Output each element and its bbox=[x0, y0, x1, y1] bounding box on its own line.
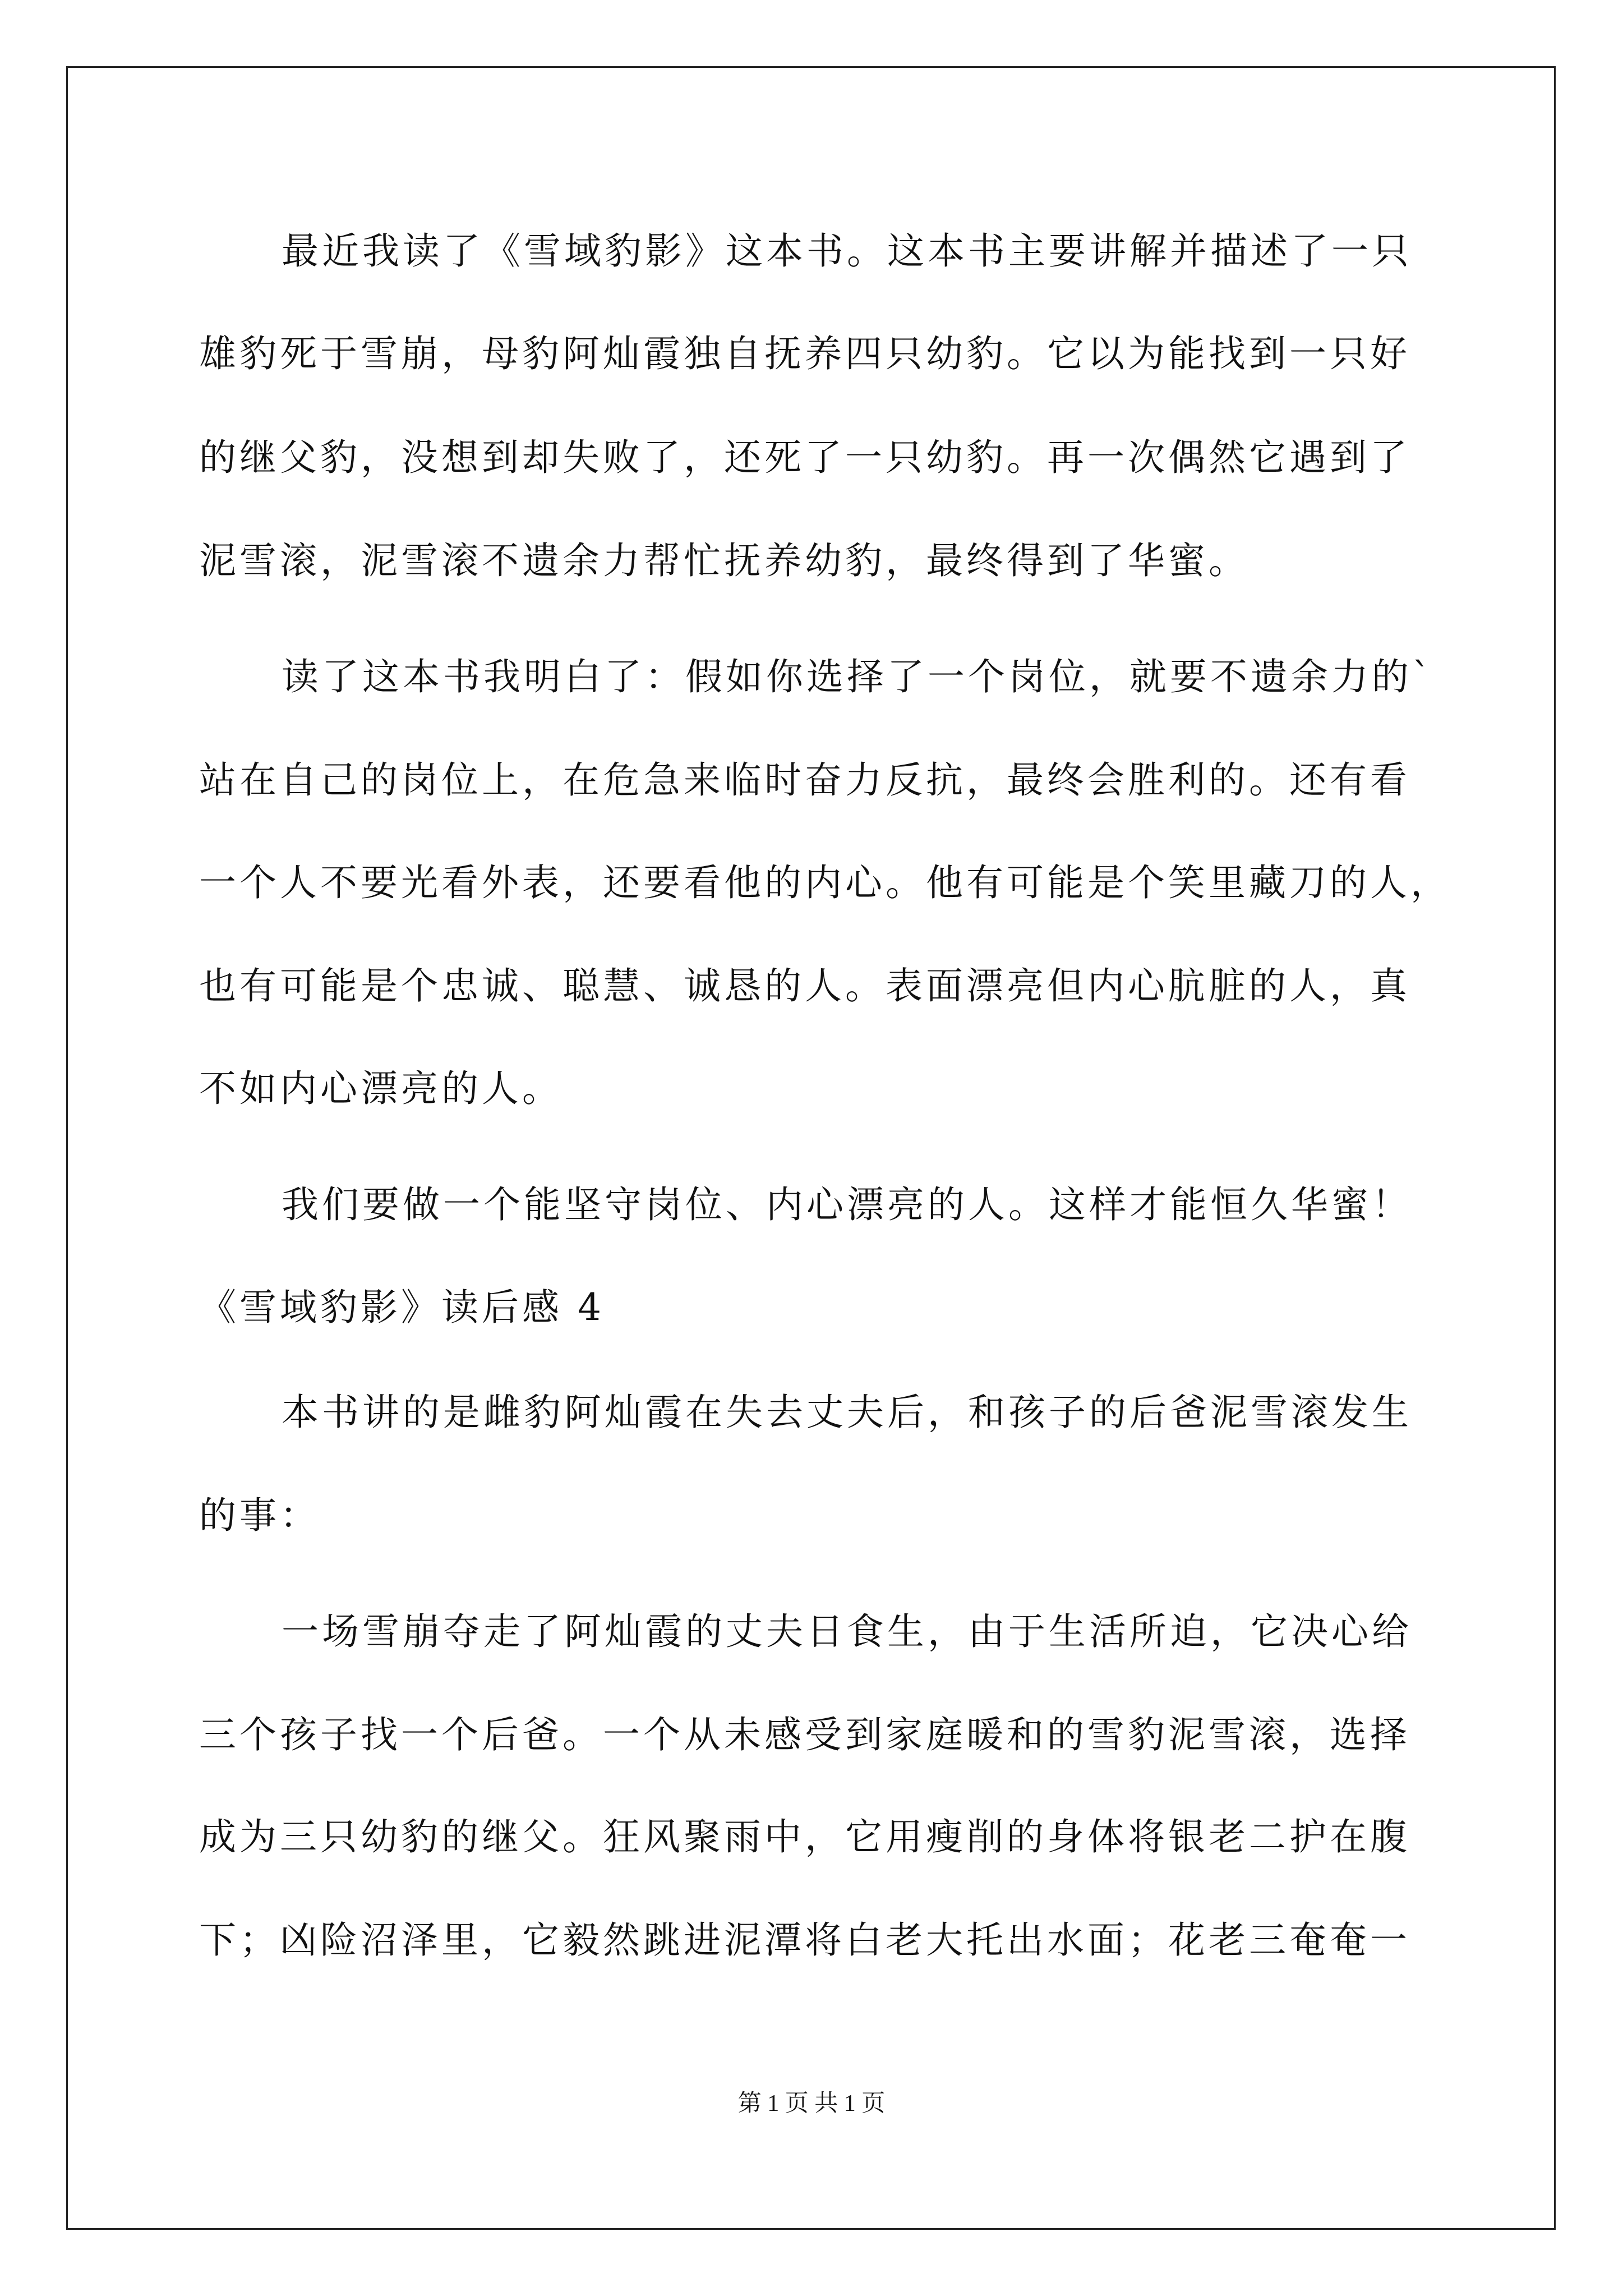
text-line: 读了这本书我明白了：假如你选择了一个岗位，就要不遗余力的` bbox=[282, 655, 1434, 698]
text-line: 的事： bbox=[199, 1494, 320, 1537]
text-line: 下；凶险沼泽里，它毅然跳进泥潭将白老大托出水面；花老三奄奄一 bbox=[199, 1918, 1410, 1962]
section-heading: 《雪域豹影》读后感 4 bbox=[199, 1286, 605, 1329]
text-line: 的继父豹，没想到却失败了，还死了一只幼豹。再一次偶然它遇到了 bbox=[199, 436, 1410, 479]
text-line: 最近我读了《雪域豹影》这本书。这本书主要讲解并描述了一只 bbox=[282, 229, 1412, 273]
text-line: 本书讲的是雌豹阿灿霞在失去丈夫后，和孩子的后爸泥雪滚发生 bbox=[282, 1391, 1412, 1434]
text-line: 也有可能是个忠诚、聪慧、诚恳的人。表面漂亮但内心肮脏的人，真 bbox=[199, 964, 1410, 1007]
text-line: 不如内心漂亮的人。 bbox=[199, 1067, 562, 1110]
text-line: 一场雪崩夺走了阿灿霞的丈夫日食生，由于生活所迫，它决心给 bbox=[282, 1610, 1412, 1653]
text-line: 一个人不要光看外表，还要看他的内心。他有可能是个笑里藏刀的人， bbox=[199, 861, 1451, 904]
page-border bbox=[66, 66, 1556, 2230]
text-line: 站在自己的岗位上，在危急来临时奋力反抗，最终会胜利的。还有看 bbox=[199, 758, 1410, 802]
text-line: 三个孩子找一个后爸。一个从未感受到家庭暖和的雪豹泥雪滚，选择 bbox=[199, 1713, 1410, 1756]
text-line: 雄豹死于雪崩，母豹阿灿霞独自抚养四只幼豹。它以为能找到一只好 bbox=[199, 332, 1410, 375]
text-line: 我们要做一个能坚守岗位、内心漂亮的人。这样才能恒久华蜜！ bbox=[282, 1183, 1412, 1226]
text-line: 成为三只幼豹的继父。狂风聚雨中，它用瘦削的身体将银老二护在腹 bbox=[199, 1815, 1410, 1858]
text-line: 泥雪滚，泥雪滚不遗余力帮忙抚养幼豹，最终得到了华蜜。 bbox=[199, 539, 1249, 582]
page-number-footer: 第 1 页 共 1 页 bbox=[737, 2091, 886, 2116]
